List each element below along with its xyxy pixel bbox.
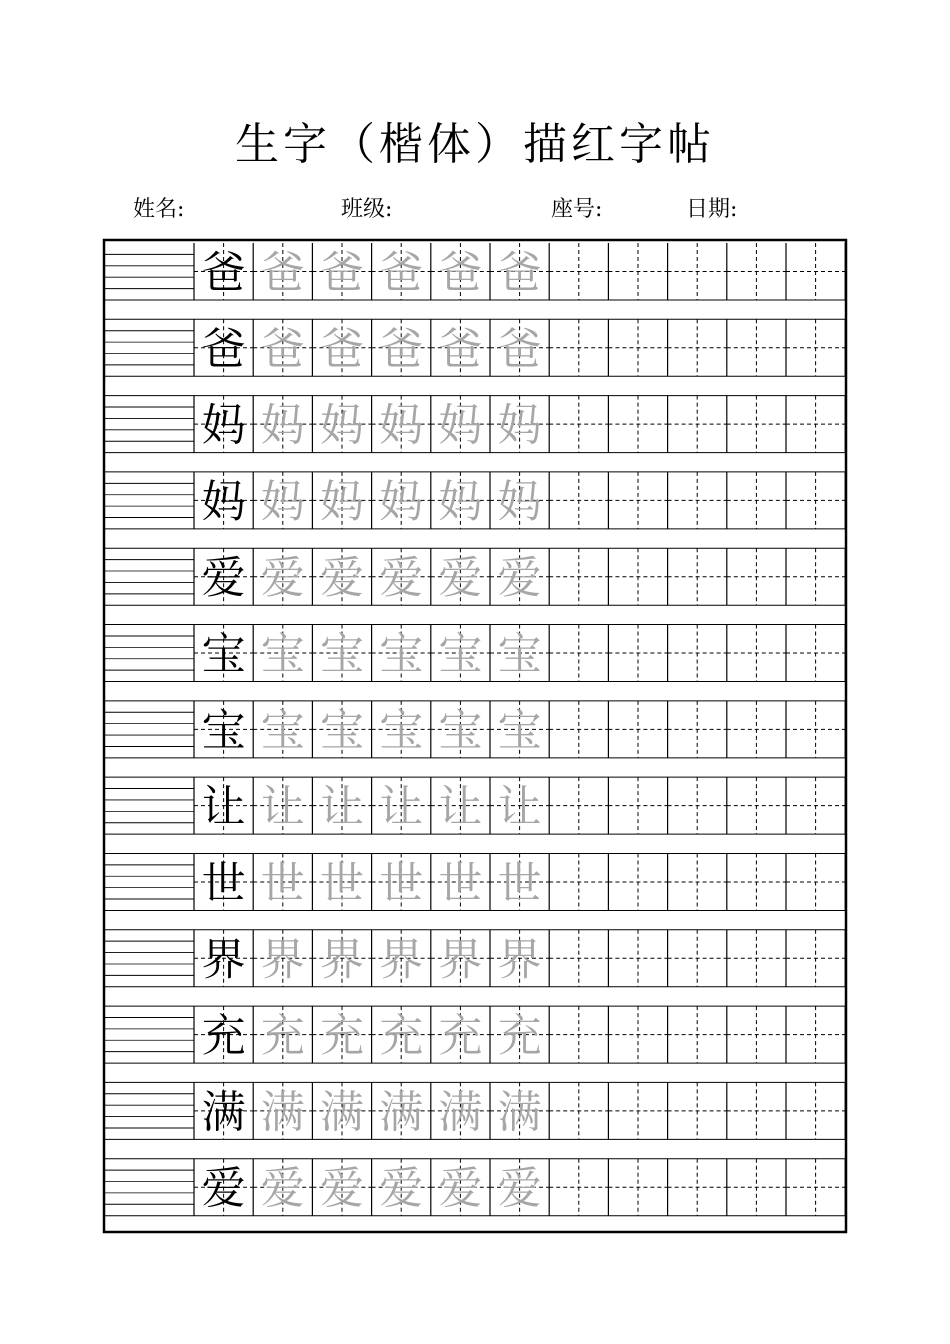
trace-character: 宝 [438,629,483,681]
trace-character: 妈 [379,476,424,528]
trace-character: 爸 [260,323,305,375]
model-character: 爸 [201,247,246,299]
model-character: 妈 [201,400,246,452]
trace-character: 充 [438,1010,483,1062]
seat-label: 座号: [551,197,603,222]
trace-character: 充 [379,1010,424,1062]
trace-character: 充 [497,1010,542,1062]
trace-character: 满 [379,1086,424,1138]
trace-character: 界 [497,934,542,986]
worksheet-title: 生字（楷体）描红字帖 [235,119,715,170]
trace-character: 世 [379,857,424,909]
trace-character: 宝 [260,705,305,757]
trace-character: 宝 [320,705,364,757]
trace-character: 世 [260,857,305,909]
trace-character: 界 [260,934,305,986]
trace-character: 妈 [438,476,483,528]
trace-character: 爱 [260,1163,305,1215]
trace-character: 爸 [379,247,424,299]
trace-character: 界 [320,934,364,986]
trace-character: 妈 [497,400,542,452]
model-character: 爱 [201,552,246,604]
trace-character: 妈 [379,400,424,452]
trace-character: 爸 [438,323,483,375]
trace-character: 爱 [438,552,483,604]
trace-character: 满 [260,1086,305,1138]
trace-character: 满 [497,1086,542,1138]
model-character: 爸 [201,323,246,375]
model-character: 界 [201,934,246,986]
trace-character: 妈 [497,476,542,528]
trace-character: 充 [320,1010,364,1062]
model-character: 让 [201,781,246,833]
trace-character: 充 [260,1010,305,1062]
trace-character: 爸 [320,323,364,375]
trace-character: 世 [438,857,483,909]
trace-character: 宝 [320,629,364,681]
trace-character: 界 [438,934,483,986]
trace-character: 宝 [260,629,305,681]
class-label: 班级: [341,197,393,222]
trace-character: 宝 [379,629,424,681]
trace-character: 让 [320,781,364,833]
model-character: 充 [201,1010,246,1062]
model-character: 世 [201,857,246,909]
trace-character: 妈 [260,476,305,528]
trace-character: 爱 [438,1163,483,1215]
name-label: 姓名: [133,197,185,222]
model-character: 宝 [201,629,246,681]
model-character: 满 [201,1086,246,1138]
trace-character: 让 [497,781,542,833]
trace-character: 爸 [260,247,305,299]
trace-character: 宝 [497,629,542,681]
trace-character: 妈 [438,400,483,452]
trace-character: 爸 [438,247,483,299]
trace-character: 爱 [497,552,542,604]
trace-character: 妈 [320,476,364,528]
trace-character: 满 [320,1086,364,1138]
date-label: 日期: [686,197,738,222]
trace-character: 爸 [379,323,424,375]
trace-character: 让 [379,781,424,833]
trace-character: 世 [497,857,542,909]
trace-character: 爱 [379,552,424,604]
trace-character: 宝 [497,705,542,757]
trace-character: 爱 [320,1163,364,1215]
model-character: 妈 [201,476,246,528]
trace-character: 爸 [320,247,364,299]
model-character: 宝 [201,705,246,757]
trace-character: 爱 [260,552,305,604]
trace-character: 界 [379,934,424,986]
trace-character: 爱 [497,1163,542,1215]
trace-character: 妈 [320,400,364,452]
trace-character: 满 [438,1086,483,1138]
trace-character: 让 [260,781,305,833]
trace-character: 爸 [497,323,542,375]
trace-character: 宝 [379,705,424,757]
trace-character: 妈 [260,400,305,452]
trace-character: 爸 [497,247,542,299]
trace-character: 爱 [379,1163,424,1215]
model-character: 爱 [201,1163,246,1215]
trace-character: 爱 [320,552,364,604]
trace-character: 让 [438,781,483,833]
trace-character: 宝 [438,705,483,757]
trace-character: 世 [320,857,364,909]
